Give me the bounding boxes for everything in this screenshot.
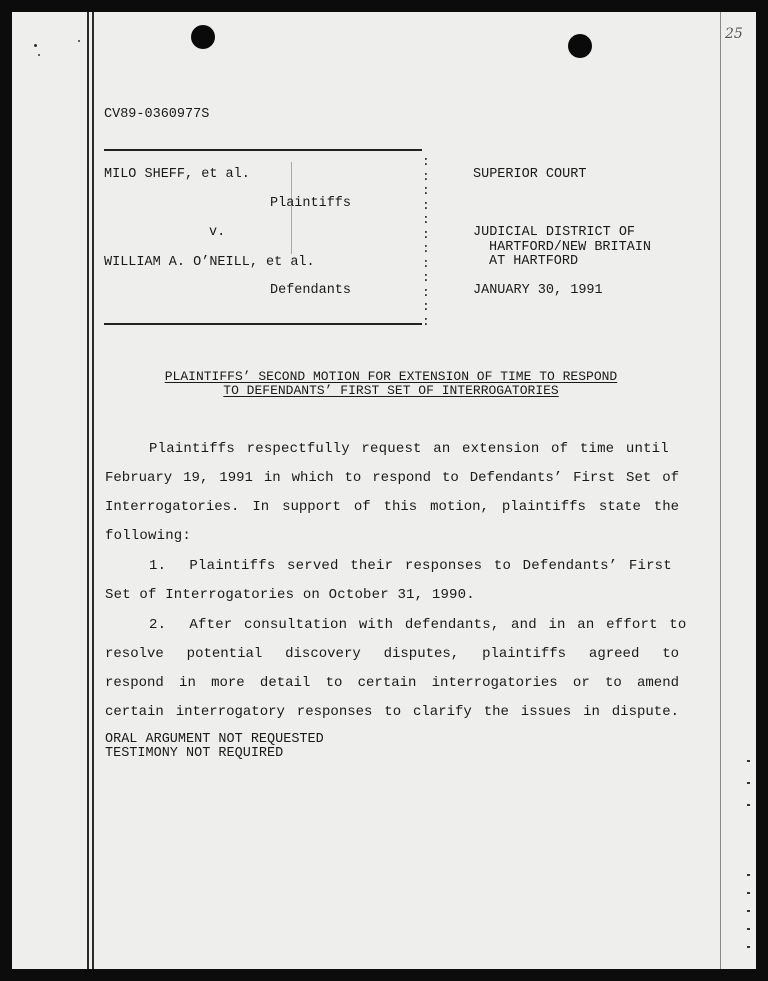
item2-line-3: respond in more detail to certain interrogatories or to amend <box>105 675 679 691</box>
motion-title-line-2: TO DEFENDANTS’ FIRST SET OF INTERROGATORIES <box>223 383 559 398</box>
item1-line-2: Set of Interrogatories on October 31, 1990. <box>105 587 475 603</box>
edge-tick <box>747 782 750 784</box>
item2-line-1: 2. After consultation with defendants, and in an effort to <box>149 617 687 633</box>
edge-tick <box>747 910 750 912</box>
plaintiff-name: MILO SHEFF, et al. <box>104 167 250 182</box>
para1-line-4: following: <box>105 528 192 544</box>
item2-line-2: resolve potential discovery disputes, plaintiffs agreed to <box>105 646 679 662</box>
punch-hole-left <box>191 25 215 49</box>
district-line-1: JUDICIAL DISTRICT OF <box>473 225 636 240</box>
court-name: SUPERIOR COURT <box>473 167 587 182</box>
testimony-note: TESTIMONY NOT REQUIRED <box>105 746 284 761</box>
caption-top-rule <box>104 149 422 151</box>
edge-tick <box>747 946 750 948</box>
document-page <box>12 12 756 969</box>
para1-line-2: February 19, 1991 in which to respond to Defendants’ First Set of <box>105 470 679 486</box>
edge-tick <box>747 892 750 894</box>
left-margin-line-inner <box>92 12 94 969</box>
edge-tick <box>747 804 750 806</box>
filing-date: JANUARY 30, 1991 <box>473 283 603 298</box>
caption-colon-column: : : : : : : : : : : : : <box>422 154 430 329</box>
punch-hole-right <box>568 34 592 58</box>
scan-speck <box>78 40 80 42</box>
margin-note: 25 <box>725 26 743 42</box>
versus: v. <box>209 225 226 240</box>
oral-argument-note: ORAL ARGUMENT NOT REQUESTED <box>105 732 324 747</box>
defendant-role: Defendants <box>270 283 352 298</box>
para1-line-1: Plaintiffs respectfully request an extension of time until <box>149 441 669 457</box>
district-line-3: AT HARTFORD <box>489 254 579 269</box>
caption-bottom-rule <box>104 323 422 325</box>
motion-title-line-1: PLAINTIFFS’ SECOND MOTION FOR EXTENSION OF TIME TO RESPOND <box>164 369 618 384</box>
scan-speck <box>38 54 40 56</box>
item1-line-1: 1. Plaintiffs served their responses to Defendants’ First <box>149 558 672 574</box>
plaintiff-role: Plaintiffs <box>270 196 352 211</box>
scan-speck <box>34 44 37 47</box>
edge-tick <box>747 874 750 876</box>
item2-line-4: certain interrogatory responses to clarify the issues in dispute. <box>105 704 679 720</box>
district-line-2: HARTFORD/NEW BRITAIN <box>489 240 652 255</box>
case-number: CV89-0360977S <box>104 107 210 122</box>
para1-line-3: Interrogatories. In support of this motion, plaintiffs state the <box>105 499 679 515</box>
edge-tick <box>747 928 750 930</box>
defendant-name: WILLIAM A. O’NEILL, et al. <box>104 255 315 270</box>
left-margin-line-outer <box>87 12 89 969</box>
edge-tick <box>747 760 750 762</box>
right-margin-line <box>720 12 721 969</box>
